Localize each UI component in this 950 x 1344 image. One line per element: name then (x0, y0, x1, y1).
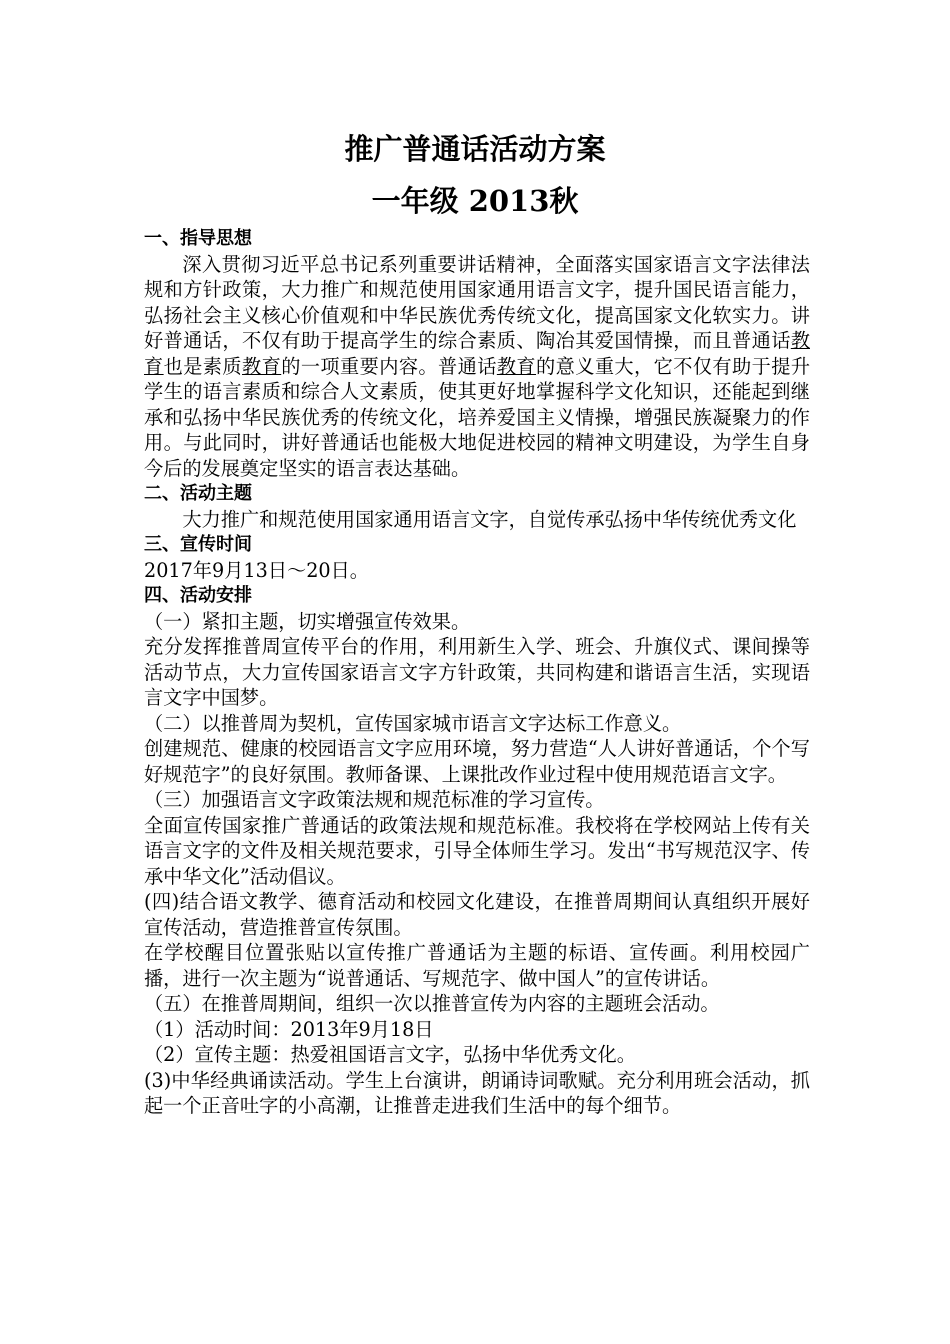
section-heading-guiding-thought: 一、指导思想 (144, 228, 252, 249)
arrangement-item-3: （三）加强语言文字政策法规和规范标准的学习宣传。 (144, 788, 605, 811)
section-heading-period: 三、宣传时间 (144, 534, 252, 555)
text-run: 也是素质 (163, 354, 243, 378)
document-title: 推广普通话活动方案 (344, 132, 606, 166)
text-run: 深入贯彻习近平总书记系列重要讲话精神，全面落实国家语言文字法律法规和方针政策，大力推广和规范使用国家通用语言文字，提升国民语言能力，弘扬社会主义核心价值观和中华民族优秀传统文化，提高国家文化软实力。讲好普通话，不仅有助于提高学生的综合素质、陶冶其爱国情操，而且普通话 (144, 252, 810, 352)
underlined-word: 教育 (242, 354, 282, 378)
arrangement-item-4: (四)结合语文教学、德育活动和校园文化建设，在推普周期间认真组织开展好宣传活动，营造推普宣传氛围。 (144, 890, 810, 939)
arrangement-item-2-text: 创建规范、健康的校园语言文字应用环境，努力营造“人人讲好普通话，个个写好规范字”的良好氛围。教师备课、上课批改作业过程中使用规范语言文字。 (144, 737, 810, 786)
arrangement-item-4-text: 在学校醒目位置张贴以宣传推广普通话为主题的标语、宣传画。利用校园广播，进行一次主题为“说普通话、写规范字、做中国人”的宣传讲话。 (144, 941, 810, 990)
text-run: 的一项重要内容。普通话 (281, 354, 497, 378)
paragraph-theme: 大力推广和规范使用国家通用语言文字，自觉传承弘扬中华传统优秀文化 (182, 507, 797, 531)
arrangement-item-5-sub-2: （2）宣传主题：热爱祖国语言文字，弘扬中华优秀文化。 (144, 1043, 636, 1066)
underlined-word: 教育 (496, 354, 537, 378)
underlined-word: 教育 (144, 329, 810, 378)
document-subtitle: 一年级 2013秋 (371, 184, 579, 218)
text-run: 的意义重大，它不仅有助于提升学生的语言素质和综合人文素质，使其更好地掌握科学文化知识，还能起到继承和弘扬中华民族优秀的传统文化，培养爱国主义情操，增强民族凝聚力的作用。与此同时，讲好普通话也能极大地促进校园的精神文明建设，为学生自身今后的发展奠定坚实的语言表达基础。 (144, 354, 811, 480)
arrangement-item-1: （一）紧扣主题，切实增强宣传效果。 (144, 609, 471, 633)
arrangement-item-5: （五）在推普周期间，组织一次以推普宣传为内容的主题班会活动。 (144, 992, 720, 1015)
arrangement-item-5-sub-3: (3)中华经典诵读活动。学生上台演讲，朗诵诗词歌赋。充分利用班会活动，抓起一个正音吐字的小高潮，让推普走进我们生活中的每个细节。 (144, 1068, 810, 1117)
document-body (144, 226, 810, 1119)
section-heading-arrangement: 四、活动安排 (144, 585, 252, 606)
paragraph-guiding-thought (144, 252, 810, 482)
arrangement-item-2: （二）以推普周为契机，宣传国家城市语言文字达标工作意义。 (144, 711, 682, 735)
paragraph-period: 2017年9月13日～20日。 (144, 558, 369, 582)
arrangement-item-3-text: 全面宣传国家推广普通话的政策法规和规范标准。我校将在学校网站上传有关语言文字的文件及相关规范要求，引导全体师生学习。发出“书写规范汉字、传承中华文化”活动倡议。 (144, 813, 810, 888)
section-heading-theme: 二、活动主题 (144, 483, 252, 504)
arrangement-item-5-sub-1: （1）活动时间：2013年9月18日 (144, 1017, 434, 1041)
arrangement-item-1-text: 充分发挥推普周宣传平台的作用，利用新生入学、班会、升旗仪式、课间操等活动节点，大力宣传国家语言文字方针政策，共同构建和谐语言生活，实现语言文字中国梦。 (144, 635, 810, 709)
